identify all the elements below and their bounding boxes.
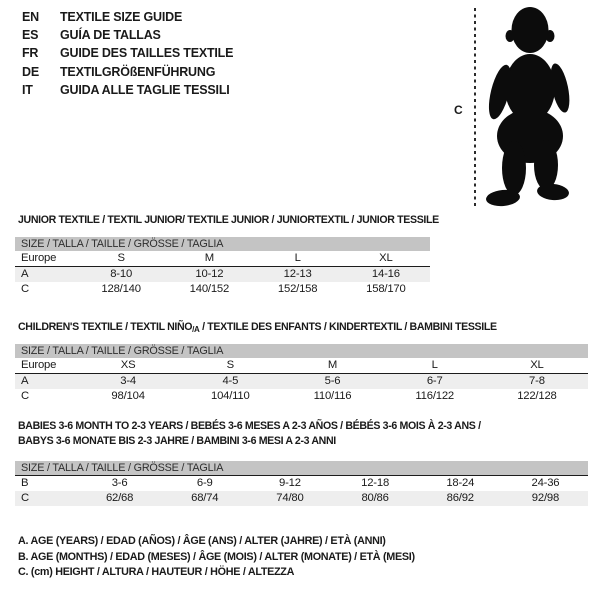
size-cell: XL <box>379 252 393 264</box>
babies-size-table <box>15 461 588 506</box>
size-cell: XL <box>530 359 544 371</box>
size-cell: L <box>294 252 301 264</box>
value-cell: 62/68 <box>105 492 134 504</box>
babies-title-line2: BABYS 3-6 MONATE BIS 2-3 JAHRE / BAMBINI 3-6 MESI A 2-3 ANNI <box>18 435 336 447</box>
babies-title-line1: BABIES 3-6 MONTH TO 2-3 YEARS / BEBÉS 3-6 MESES A 2-3 AÑOS / BÉBÉS 3-6 MOIS À 2-3 ANS / <box>18 420 481 432</box>
language-label: TEXTILGRÖßENFÜHRUNG <box>60 64 216 79</box>
size-header-bar: SIZE / TALLA / TAILLE / GRÖSSE / TAGLIA <box>15 344 588 358</box>
row-label: C <box>21 390 29 402</box>
value-cell: 122/128 <box>517 390 557 402</box>
value-cell: 3-4 <box>120 375 136 387</box>
babies-section-title <box>18 419 488 449</box>
value-cell: 6-9 <box>196 477 213 489</box>
table-row-height <box>15 389 588 404</box>
row-label: A <box>21 268 29 280</box>
row-label: C <box>21 283 29 295</box>
size-header-bar: SIZE / TALLA / TAILLE / GRÖSSE / TAGLIA <box>15 237 430 251</box>
row-label: Europe <box>21 252 57 264</box>
row-label: Europe <box>21 359 57 371</box>
language-code: ES <box>22 28 39 43</box>
junior-size-table <box>15 237 430 297</box>
language-row-en <box>22 8 233 26</box>
value-cell: 152/158 <box>277 283 318 295</box>
value-cell: 110/116 <box>313 390 352 402</box>
size-cell: M <box>204 252 214 264</box>
children-title-post: / TEXTILE DES ENFANTS / KINDERTEXTIL / BAMBINI TESSILE <box>199 321 497 333</box>
value-cell: 6-7 <box>426 375 443 387</box>
value-cell: 24-36 <box>531 477 560 489</box>
value-cell: 18-24 <box>446 477 475 489</box>
size-cell: S <box>117 252 125 264</box>
value-cell: 5-6 <box>324 375 341 387</box>
value-cell: 9-12 <box>279 477 301 489</box>
value-cell: 7-8 <box>529 375 545 387</box>
baby-silhouette-icon <box>476 2 598 212</box>
value-cell: 74/80 <box>276 492 304 504</box>
language-code: EN <box>22 10 39 24</box>
children-section-title <box>18 321 497 334</box>
table-row-height <box>15 282 430 297</box>
value-cell: 12-13 <box>283 268 312 280</box>
language-code: DE <box>22 64 39 79</box>
language-code: IT <box>22 82 33 97</box>
junior-section-title: JUNIOR TEXTILE / TEXTIL JUNIOR/ TEXTILE JUNIOR / JUNIORTEXTIL / JUNIOR TESSILE <box>18 214 439 226</box>
row-label: C <box>21 492 29 504</box>
language-row-de <box>22 63 233 81</box>
children-title-pre: CHILDREN'S TEXTILE / TEXTIL NIÑO <box>18 321 193 333</box>
value-cell: 8-10 <box>110 268 133 280</box>
language-code: FR <box>22 46 39 61</box>
children-size-table <box>15 344 588 404</box>
legend-line-c: C. (cm) HEIGHT / ALTURA / HAUTEUR / HÖHE / ALTEZZA <box>18 566 295 579</box>
legend-line-a: A. AGE (YEARS) / EDAD (AÑOS) / ÂGE (ANS) / ALTER (JAHRE) / ETÀ (ANNI) <box>18 535 386 547</box>
value-cell: 14-16 <box>371 268 400 280</box>
language-row-it <box>22 81 233 99</box>
row-label: A <box>21 375 29 387</box>
legend-line-b: B. AGE (MONTHS) / EDAD (MESES) / ÂGE (MOIS) / ALTER (MONATE) / ETÀ (MESI) <box>18 550 415 563</box>
language-label: TEXTILE SIZE GUIDE <box>60 10 183 24</box>
row-label: B <box>21 477 29 489</box>
value-cell: 104/110 <box>211 390 250 402</box>
value-cell: 68/74 <box>191 492 219 504</box>
language-list <box>22 8 233 99</box>
language-label: GUIDA ALLE TAGLIE TESSILI <box>60 82 230 97</box>
value-cell: 4-5 <box>222 375 239 387</box>
value-cell: 116/122 <box>415 390 455 402</box>
table-row-europe <box>15 358 588 374</box>
language-row-es <box>22 26 233 44</box>
size-header-bar: SIZE / TALLA / TAILLE / GRÖSSE / TAGLIA <box>15 461 588 476</box>
measure-legend <box>18 534 415 581</box>
size-cell: L <box>431 359 438 371</box>
value-cell: 3-6 <box>111 477 128 489</box>
table-row-europe <box>15 251 430 267</box>
height-figure <box>450 0 600 215</box>
table-row-age <box>15 374 588 389</box>
table-row-age <box>15 267 430 282</box>
table-row-height <box>15 491 588 506</box>
value-cell: 80/86 <box>361 492 389 504</box>
value-cell: 98/104 <box>111 390 145 402</box>
language-row-fr <box>22 44 233 62</box>
value-cell: 140/152 <box>189 283 230 295</box>
size-cell: M <box>327 359 338 371</box>
height-measure-label: C <box>454 103 463 117</box>
value-cell: 12-18 <box>361 477 390 489</box>
table-row-age-months <box>15 476 588 491</box>
value-cell: 158/170 <box>366 283 406 295</box>
value-cell: 86/92 <box>446 492 474 504</box>
size-cell: S <box>226 359 234 371</box>
size-cell: XS <box>120 359 136 371</box>
value-cell: 92/98 <box>531 492 560 504</box>
value-cell: 128/140 <box>101 283 141 295</box>
children-title-sub: /A <box>192 325 200 334</box>
language-label: GUÍA DE TALLAS <box>60 28 161 43</box>
value-cell: 10-12 <box>195 268 224 280</box>
language-label: GUIDE DES TAILLES TEXTILE <box>60 46 234 61</box>
